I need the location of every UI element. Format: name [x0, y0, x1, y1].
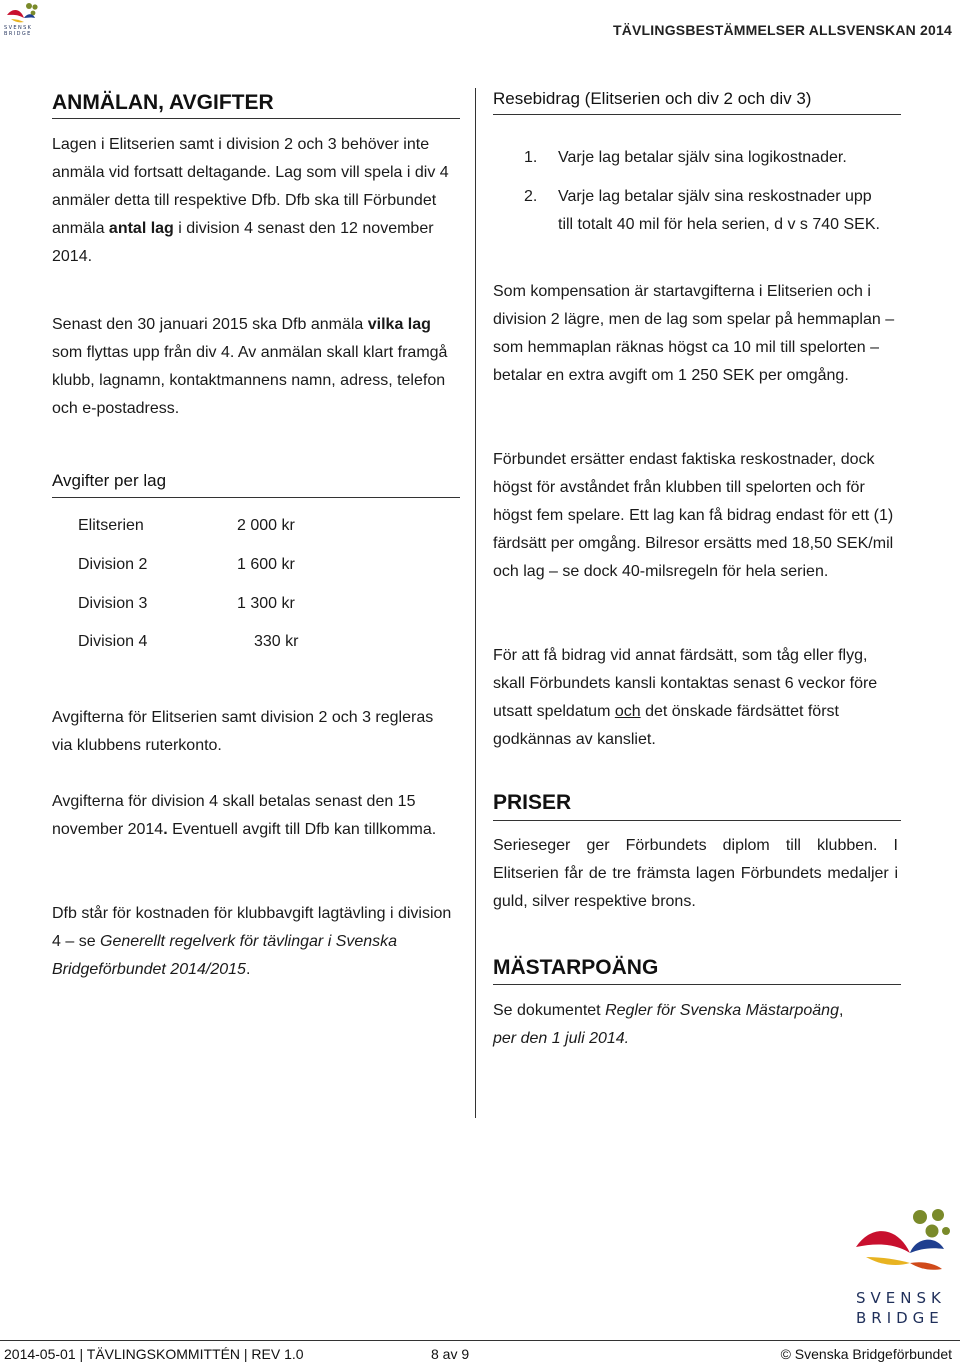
footer-page-number: 8 av 9: [431, 1346, 470, 1362]
fee-name: Division 2: [78, 556, 148, 573]
document-header-title: TÄVLINGSBESTÄMMELSER ALLSVENSKAN 2014: [612, 22, 952, 38]
list-item: [524, 144, 884, 172]
left-para-2: Senast den 30 januari 2015 ska Dfb anmäla vilka lag som flyttas upp från div 4. Av anmälan skall klart framgå klubb, lagnamn, kontaktmannens namn, adress, telefon och e-postadress.: [52, 316, 448, 417]
svensk-bridge-logo-small: [3, 1, 41, 37]
underlined-och: och: [614, 703, 641, 720]
logo-large-word-1: SVENSK: [856, 1289, 946, 1307]
right-para-3: För att få bidrag vid annat färdsätt, som tåg eller flyg, skall Förbundets kansli kontaktas senast 6 veckor före utsatt speldatum och det önskade färdsättet först godkännas av kansliet.: [493, 647, 878, 748]
reference-generellt-regelverk: Generellt regelverk för tävlingar i Svenska Bridgeförbundet 2014/2015: [52, 933, 398, 978]
logo-small-word-2: BRIDGE: [4, 31, 32, 37]
emphasis-vilka-lag: vilka lag: [367, 316, 431, 333]
reference-mastarpoang: Regler för Svenska Mästarpoäng: [605, 1002, 839, 1019]
points-heading-underline: [493, 984, 901, 985]
section-title-anmalan: ANMÄLAN, AVGIFTER: [52, 91, 274, 114]
fee-name: Division 3: [78, 595, 148, 612]
fee-amount: 330 kr: [254, 633, 299, 650]
left-para-4: Avgifterna för division 4 skall betalas senast den 15 november 2014. Eventuell avgift till Dfb kan tillkomma.: [52, 793, 437, 838]
logo-large-word-2: BRIDGE: [856, 1309, 944, 1327]
left-para-5: Dfb står för kostnaden för klubbavgift lagtävling i division 4 – se Generellt regelverk för tävlingar i Svenska Bridgeförbundet 2014/2015.: [52, 905, 452, 978]
left-para-3: Avgifterna för Elitserien samt division 2 och 3 regleras via klubbens ruterkonto.: [52, 709, 434, 754]
right-para-2: Förbundet ersätter endast faktiska reskostnader, dock högst för avståndet från klubben till spelorten och för högst fem spelare. Ett lag kan få bidrag endast för ett (1) färdsätt per omgång. Bilresor ersätts med 18,50 SEK/mil och lag – se dock 40-milsregeln för hela serien.: [493, 451, 894, 580]
fee-amount: 1 300 kr: [237, 595, 295, 612]
footer-rule: [0, 1340, 960, 1341]
column-divider: [475, 88, 476, 1118]
fee-row: [78, 555, 147, 575]
list-number: 2.: [524, 188, 538, 205]
logo-small-word-1: SVENSK: [4, 25, 33, 31]
fees-heading-underline: [52, 497, 460, 498]
svensk-bridge-logo-large: [852, 1205, 952, 1329]
fee-row: [78, 594, 147, 614]
left-para-1: Lagen i Elitserien samt i division 2 och 3 behöver inte anmäla vid fortsatt deltagande. Lag som vill spela i div 4 anmäler detta till respektive Dfb. Dfb ska till Förbundet anmäla antal lag i division 4 senast den 12 november 2014.: [52, 136, 449, 265]
points-text: Se dokumentet Regler för Svenska Mästarpoäng, per den 1 juli 2014.: [493, 1002, 844, 1047]
footer-right: © Svenska Bridgeförbundet: [780, 1346, 952, 1362]
footer-left: 2014-05-01 | TÄVLINGSKOMMITTÉN | REV 1.0: [4, 1346, 304, 1362]
prizes-heading: PRISER: [493, 791, 572, 814]
travel-heading-underline: [493, 114, 901, 115]
list-number: 1.: [524, 149, 538, 166]
prizes-text: Serieseger ger Förbundets diplom till klubben. I Elitserien får de tre främsta lagen Förbundets medaljer i guld, silver respektive brons.: [493, 837, 898, 910]
section-title-underline: [52, 118, 460, 119]
points-heading: MÄSTARPOÄNG: [493, 956, 659, 979]
list-text: Varje lag betalar själv sina reskostnader upp till totalt 40 mil för hela serien, d v s 740 SEK.: [558, 188, 880, 233]
left-column: [52, 88, 460, 116]
travel-heading: Resebidrag (Elitserien och div 2 och div 3): [493, 89, 812, 108]
fee-amount: 1 600 kr: [237, 556, 295, 573]
fee-amount: 2 000 kr: [237, 517, 295, 534]
fees-heading: Avgifter per lag: [52, 471, 167, 490]
fee-row: [78, 516, 144, 536]
prizes-heading-underline: [493, 820, 901, 821]
fee-name: Division 4: [78, 633, 148, 650]
fee-row: [78, 632, 147, 652]
emphasis-antal-lag: antal lag: [108, 220, 174, 237]
list-text: Varje lag betalar själv sina logikostnader.: [558, 149, 847, 166]
right-para-1: Som kompensation är startavgifterna i Elitserien och i division 2 lägre, men de lag som spelar på hemmaplan – som hemmaplan räknas högst ca 10 mil till spelorten – betalar en extra avgift om 1 250 SEK per omgång.: [493, 283, 895, 384]
fee-name: Elitserien: [78, 517, 144, 534]
travel-list: [524, 144, 884, 239]
list-item: [524, 183, 884, 239]
